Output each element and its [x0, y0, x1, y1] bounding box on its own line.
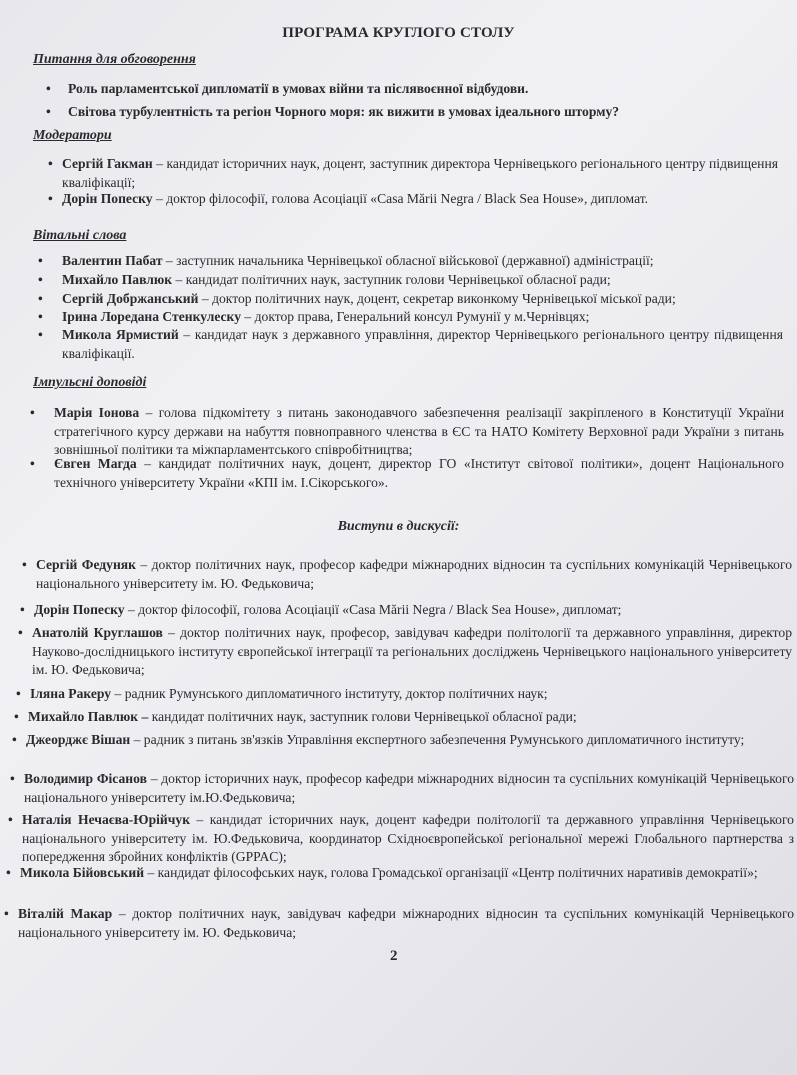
person-name: Микола Бійовський: [20, 865, 145, 880]
list-item: [6, 864, 794, 883]
person-name: Марія Іонова: [54, 405, 140, 420]
bullet-icon: •: [46, 81, 51, 96]
list-item: [16, 685, 792, 704]
bullet-icon: •: [14, 709, 19, 724]
list-item: [12, 731, 794, 750]
bullet-icon: •: [38, 272, 43, 287]
person-desc: – доктор політичних наук, професор, завідувач кафедри політології та державного управління, директор Науково-дослідницького інституту європейської інтеграції та регіональних досліджень Чернівецького національного університету ім. Ю. Федьковича;: [32, 625, 793, 677]
list-item: [20, 601, 792, 620]
list-item: [38, 271, 783, 290]
bullet-icon: •: [38, 291, 43, 306]
person-name: Віталій Макар: [18, 906, 113, 921]
bullet-icon: •: [30, 456, 35, 471]
topic-text: Світова турбулентність та регіон Чорного моря: як вижити в умовах ідеального шторму?: [68, 104, 620, 119]
person-desc: – кандидат наук з державного управління, директор Чернівецького регіонального центру підвищення кваліфікації.: [62, 327, 783, 361]
list-item: [38, 308, 783, 327]
list-item: [30, 455, 784, 492]
section-discussion-heading: Виступи в дискусії:: [337, 519, 460, 534]
bullet-icon: •: [38, 253, 43, 268]
person-desc: – заступник начальника Чернівецької обласної військової (державної) адміністрації;: [165, 253, 654, 268]
bullet-icon: •: [16, 686, 21, 701]
topic-text: Роль парламентської дипломатії в умовах війни та післявоєнної відбудови.: [68, 81, 529, 96]
person-name: Сергій Добржанський: [62, 291, 199, 306]
bullet-icon: •: [6, 865, 11, 880]
section-moderators-heading: Модератори: [33, 128, 112, 143]
person-name: Ірина Лоредана Стенкулеску: [62, 309, 241, 324]
list-item: [10, 770, 794, 807]
bullet-icon: •: [30, 405, 35, 420]
person-desc: – доктор політичних наук, завідувач кафедри міжнародних відносин та суспільних комунікацій Чернівецького національного університету ім. Ю. Федьковича;: [18, 906, 794, 940]
list-item: [48, 190, 778, 209]
list-item: [38, 252, 783, 271]
person-desc: – доктор філософії, голова Асоціації «Casa Mării Negra / Black Sea House», дипломат.: [156, 191, 649, 206]
section-impulse-heading: Імпульсні доповіді: [33, 375, 147, 390]
bullet-icon: •: [20, 602, 25, 617]
person-name: Євген Магда: [54, 456, 137, 471]
list-item: [14, 708, 792, 727]
person-name: Іляна Ракеру: [30, 686, 112, 701]
list-item: [8, 811, 794, 867]
person-desc: – доктор політичних наук, доцент, секретар виконкому Чернівецької міської ради;: [201, 291, 676, 306]
bullet-icon: •: [10, 771, 15, 786]
bullet-icon: •: [46, 104, 51, 119]
page-number: 2: [390, 948, 398, 964]
list-item: [18, 624, 792, 680]
person-desc: – радник Румунського дипломатичного інституту, доктор політичних наук;: [114, 686, 548, 701]
person-name: Володимир Фісанов: [24, 771, 147, 786]
bullet-icon: •: [48, 156, 53, 171]
list-item: [4, 905, 794, 942]
list-item: [46, 80, 786, 99]
list-item: [22, 556, 792, 593]
person-name: Михайло Павлюк –: [28, 709, 149, 724]
person-name: Сергій Гакман: [62, 156, 153, 171]
bullet-icon: •: [18, 625, 23, 640]
list-item: [38, 326, 783, 363]
person-desc: – доктор права, Генеральний консул Румунії у м.Чернівцях;: [244, 309, 590, 324]
section-topics-heading: Питання для обговорення: [33, 52, 196, 67]
list-item: [46, 103, 786, 122]
bullet-icon: •: [12, 732, 17, 747]
person-name: Анатолій Круглашов: [32, 625, 163, 640]
person-desc: – кандидат історичних наук, доцент кафедри політології та державного управління Чернівецького національного університету ім. Ю.Федьковича, координатор Східноєвропейської регіональної мережі Глобального партнерства з попередження збройних конфліктів (GPPAC);: [22, 812, 794, 864]
list-item: [48, 155, 778, 192]
bullet-icon: •: [22, 557, 27, 572]
section-welcome-heading: Вітальні слова: [33, 228, 127, 243]
bullet-icon: •: [4, 906, 9, 921]
person-name: Дорін Попеску: [62, 191, 153, 206]
person-desc: – радник з питань зв'язків Управління експертного забезпечення Румунського дипломатичного інституту;: [133, 732, 745, 747]
person-desc: – доктор історичних наук, професор кафедри міжнародних відносин та суспільних комунікацій Чернівецького національного університету ім.Ю.Федьковича;: [24, 771, 794, 805]
person-desc: – голова підкомітету з питань законодавчого забезпечення реалізації закріпленого в Конституції України стратегічного курсу держави на набуття повноправного членства в ЄС та НАТО Комітету Верховної ради України з питань зовнішньої політики та міжпарламентського співробітництва;: [54, 405, 785, 457]
person-desc: кандидат політичних наук, заступник голови Чернівецької обласної ради;: [151, 709, 577, 724]
person-desc: – кандидат політичних наук, доцент, директор ГО «Інститут світової політики», доцент Національного технічного університету України «КПІ ім. І.Сікорського».: [54, 456, 784, 490]
person-desc: – доктор філософії, голова Асоціації «Casa Mării Negra / Black Sea House», дипломат;: [128, 602, 622, 617]
bullet-icon: •: [38, 327, 43, 342]
person-desc: – кандидат філософських наук, голова Громадської організації «Центр політичних наративів демократії»;: [147, 865, 758, 880]
bullet-icon: •: [38, 309, 43, 324]
person-name: Джеорджє Вішан: [26, 732, 131, 747]
bullet-icon: •: [48, 191, 53, 206]
page-title: ПРОГРАМА КРУГЛОГО СТОЛУ: [282, 25, 515, 41]
person-name: Михайло Павлюк: [62, 272, 173, 287]
person-name: Валентин Пабат: [62, 253, 163, 268]
person-desc: – доктор політичних наук, професор кафедри міжнародних відносин та суспільних комунікацій Чернівецького національного університету ім. Ю. Федьковича;: [36, 557, 792, 591]
person-name: Наталія Нечаєва-Юрійчук: [22, 812, 191, 827]
person-name: Дорін Попеску: [34, 602, 125, 617]
person-name: Сергій Федуняк: [36, 557, 136, 572]
person-name: Микола Ярмистий: [62, 327, 179, 342]
list-item: [38, 290, 783, 309]
bullet-icon: •: [8, 812, 13, 827]
person-desc: – кандидат політичних наук, заступник голови Чернівецької обласної ради;: [175, 272, 611, 287]
list-item: [30, 404, 784, 460]
person-desc: – кандидат історичних наук, доцент, заступник директора Чернівецького регіонального центру підвищення кваліфікації;: [62, 156, 778, 190]
